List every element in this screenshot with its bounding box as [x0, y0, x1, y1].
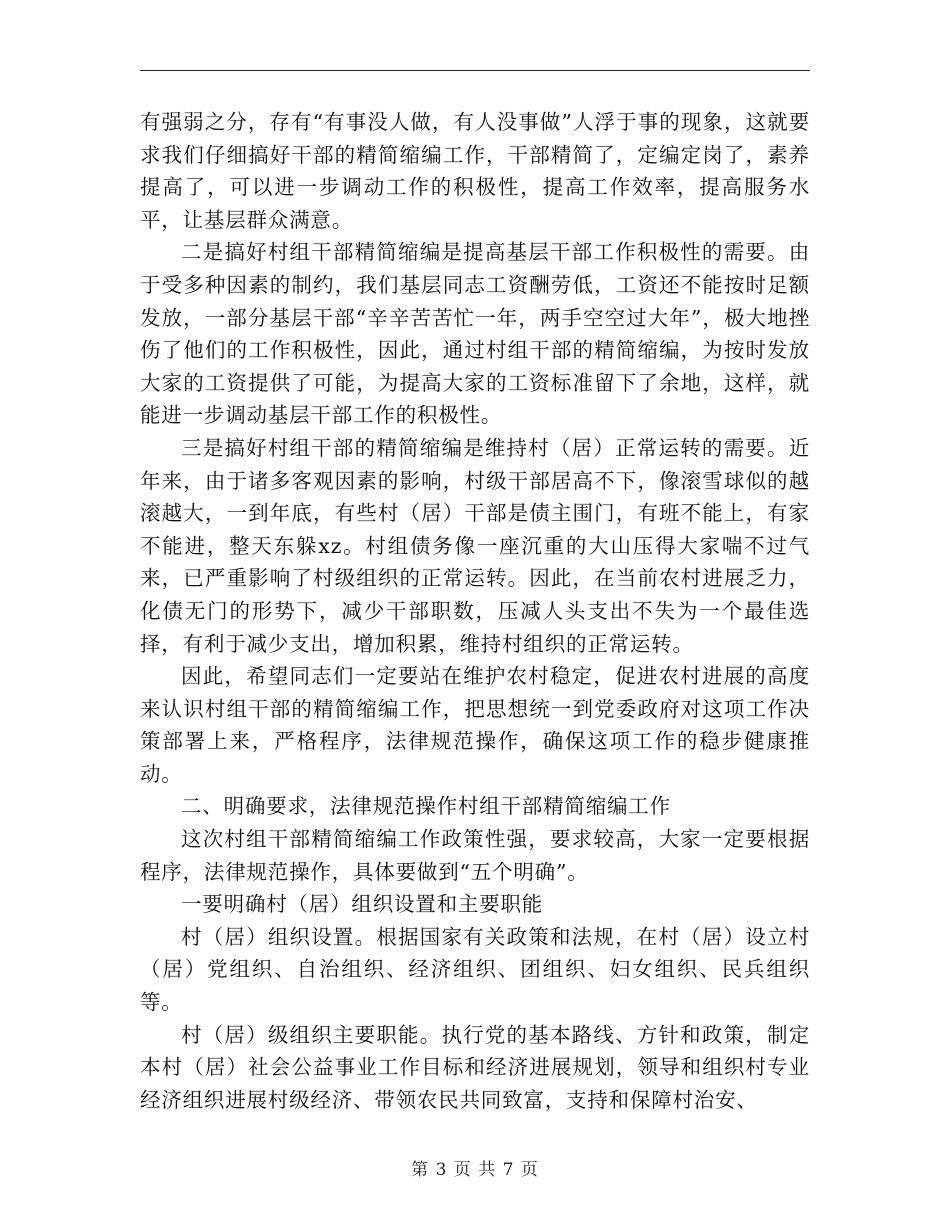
page-number: 第 3 页 共 7 页 — [411, 1160, 539, 1180]
paragraph-6: 这次村组干部精简缩编工作政策性强，要求较高，大家一定要根据程序，法律规范操作，具体要做到“五个明确”。 — [140, 827, 810, 884]
paragraph-3: 三是搞好村组干部的精简缩编是维持村（居）正常运转的需要。近年来，由于诸多客观因素的影响，村级干部居高不下，像滚雪球似的越滚越大，一到年底，有些村（居）干部是债主围门，有班不能上，有家不能进，整天东躲xz。村组债务像一座沉重的大山压得大家喘不过气来，已严重影响了村级组织的正常运转。因此，在当前农村进展乏力，化债无门的形势下，减少干部职数，压减人头支出不失为一个最佳选择，有利于减少支出，增加积累，维持村组织的正常运转。 — [140, 435, 810, 656]
paragraph-8: 村（居）组织设置。根据国家有关政策和法规，在村（居）设立村（居）党组织、自治组织、经济组织、团组织、妇女组织、民兵组织等。 — [140, 924, 810, 1015]
document-body — [140, 106, 810, 1116]
page-footer — [0, 1155, 950, 1180]
section-heading: 二、明确要求，法律规范操作村组干部精简缩编工作 — [181, 794, 671, 819]
subsection-heading: 一要明确村（居）组织设置和主要职能 — [181, 892, 544, 917]
paragraph-9: 村（居）级组织主要职能。执行党的基本路线、方针和政策，制定本村（居）社会公益事业工作目标和经济进展规划，领导和组织村专业经济组织进展村级经济、带领农民共同致富，支持和保障村治安、 — [140, 1022, 810, 1112]
header-rule — [140, 70, 810, 71]
paragraph-2: 二是搞好村组干部精简缩编是提高基层干部工作积极性的需要。由于受多种因素的制约，我们基层同志工资酬劳低，工资还不能按时足额发放，一部分基层干部“辛辛苦苦忙一年，两手空空过大年”，极大地挫伤了他们的工作积极性，因此，通过村组干部的精简缩编，为按时发放大家的工资提供了可能，为提高大家的工资标准留下了余地，这样，就能进一步调动基层干部工作的积极性。 — [140, 240, 810, 428]
paragraph-4: 因此，希望同志们一定要站在维护农村稳定，促进农村进展的高度来认识村组干部的精简缩编工作，把思想统一到党委政府对这项工作决策部署上来，严格程序，法律规范操作，确保这项工作的稳步健康推动。 — [140, 664, 810, 786]
paragraph-1: 有强弱之分，存有“有事没人做，有人没事做”人浮于事的现象，这就要求我们仔细搞好干部的精简缩编工作，干部精简了，定编定岗了，素养提高了，可以进一步调动工作的积极性，提高工作效率，提高服务水平，让基层群众满意。 — [140, 110, 810, 232]
